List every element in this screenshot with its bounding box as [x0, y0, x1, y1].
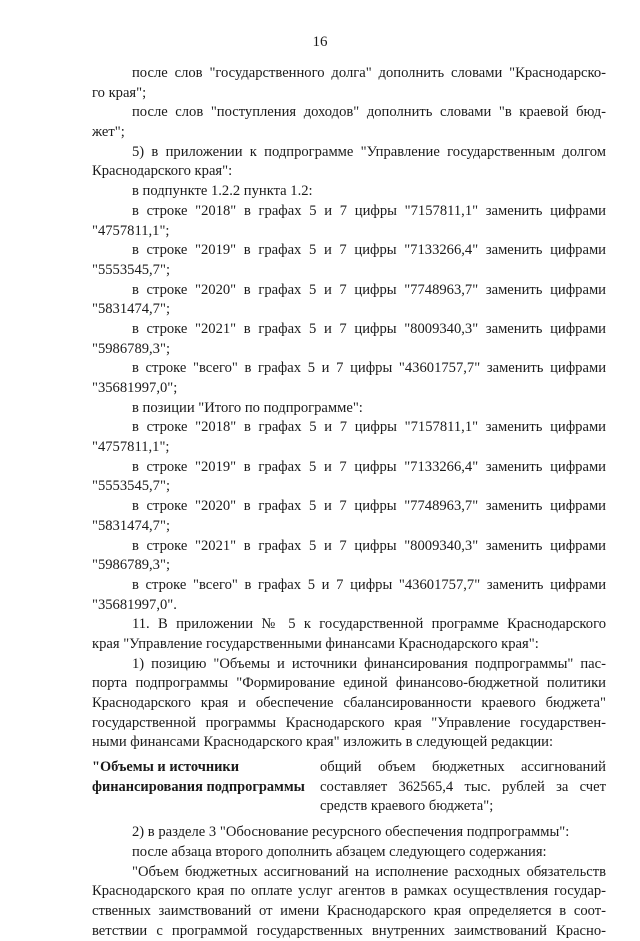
text-line: в строке "2018" в графах 5 и 7 цифры "7157811,1" заменить цифрами — [132, 202, 606, 219]
text-line: в строке "2021" в графах 5 и 7 цифры "8009340,3" заменить цифрами — [132, 320, 606, 337]
text-line: после слов "государственного долга" дополнить словами "Краснодарско- — [132, 65, 606, 81]
text-line: ственных заимствований от имени Краснодарского края определяется в соот- — [92, 902, 606, 919]
text-line: 1) позицию "Объемы и источники финансирования подпрограммы" пас- — [132, 655, 606, 672]
passport-value-line: средств краевого бюджета"; — [320, 798, 494, 815]
text-line: 5) в приложении к подпрограмме "Управление государственным долгом — [132, 143, 606, 160]
text-line: "35681997,0"; — [92, 380, 178, 396]
text-line: го края"; — [92, 84, 147, 101]
text-line: в строке "всего" в графах 5 и 7 цифры "43601757,7" заменить цифрами — [132, 576, 606, 593]
document-body — [92, 64, 606, 941]
passport-title-line: финансирования подпрограммы — [92, 778, 305, 795]
passport-position-title — [92, 758, 320, 817]
text-line: в строке "2019" в графах 5 и 7 цифры "7133266,4" заменить цифрами — [132, 458, 606, 475]
text-line: ными финансами Краснодарского края" изложить в следующей редакции: — [92, 734, 554, 751]
text-line: "Объем бюджетных ассигнований на исполнение расходных обязательств — [132, 863, 606, 880]
text-line: Краснодарского края и обеспечение сбалансированности краевого бюджета" — [92, 695, 606, 711]
text-line: в подпункте 1.2.2 пункта 1.2: — [132, 183, 313, 200]
text-line: края "Управление государственными финансами Краснодарского края": — [92, 635, 539, 652]
text-line: 2) в разделе 3 "Обоснование ресурсного обеспечения подпрограммы": — [132, 824, 570, 841]
text-line: после абзаца второго дополнить абзацем следующего содержания: — [132, 843, 547, 860]
passport-value-line: составляет 362565,4 тыс. рублей за счет — [320, 778, 606, 795]
amendment-text-bottom — [92, 823, 606, 941]
text-line: Краснодарского края по оплате услуг агентов в рамках осуществления государ- — [92, 883, 606, 900]
text-line: после слов "поступления доходов" дополнить словами "в краевой бюд- — [132, 104, 606, 121]
text-line: в строке "2020" в графах 5 и 7 цифры "7748963,7" заменить цифрами — [132, 281, 606, 298]
text-line: в строке "2019" в графах 5 и 7 цифры "7133266,4" заменить цифрами — [132, 242, 606, 259]
text-line: государственной программы Краснодарского края "Управление государствен- — [92, 714, 606, 731]
text-line: в строке "2020" в графах 5 и 7 цифры "7748963,7" заменить цифрами — [132, 498, 606, 515]
text-line: "5831474,7"; — [92, 301, 170, 318]
text-line: "35681997,0". — [92, 596, 177, 613]
passport-position-block — [92, 758, 606, 817]
text-line: ветствии с программой государственных внутренних заимствований Красно- — [92, 922, 606, 939]
page-number: 16 — [312, 34, 328, 50]
text-line: "4757811,1"; — [92, 439, 170, 456]
text-line: жет"; — [92, 124, 125, 141]
text-line: "5831474,7"; — [92, 517, 170, 534]
text-line: "5553545,7"; — [92, 261, 170, 278]
text-line: "5553545,7"; — [92, 478, 170, 495]
passport-value-line: общий объем бюджетных ассигнований — [320, 759, 606, 776]
text-line: в позиции "Итого по подпрограмме": — [132, 399, 363, 416]
text-line: "4757811,1"; — [92, 222, 170, 239]
text-line: "5986789,3"; — [92, 340, 170, 357]
passport-title-line: "Объемы и источники — [92, 759, 239, 776]
amendment-text-top — [92, 64, 606, 753]
text-line: в строке "2021" в графах 5 и 7 цифры "8009340,3" заменить цифрами — [132, 537, 606, 554]
text-line: в строке "2018" в графах 5 и 7 цифры "7157811,1" заменить цифрами — [132, 419, 606, 436]
text-line: 11. В приложении № 5 к государственной программе Краснодарского — [132, 616, 606, 633]
passport-position-value — [320, 758, 606, 817]
text-line: Краснодарского края": — [92, 163, 233, 180]
text-line: в строке "всего" в графах 5 и 7 цифры "43601757,7" заменить цифрами — [132, 360, 606, 377]
text-line: порта подпрограммы "Формирование единой финансово-бюджетной политики — [92, 675, 606, 692]
text-line: "5986789,3"; — [92, 557, 170, 574]
